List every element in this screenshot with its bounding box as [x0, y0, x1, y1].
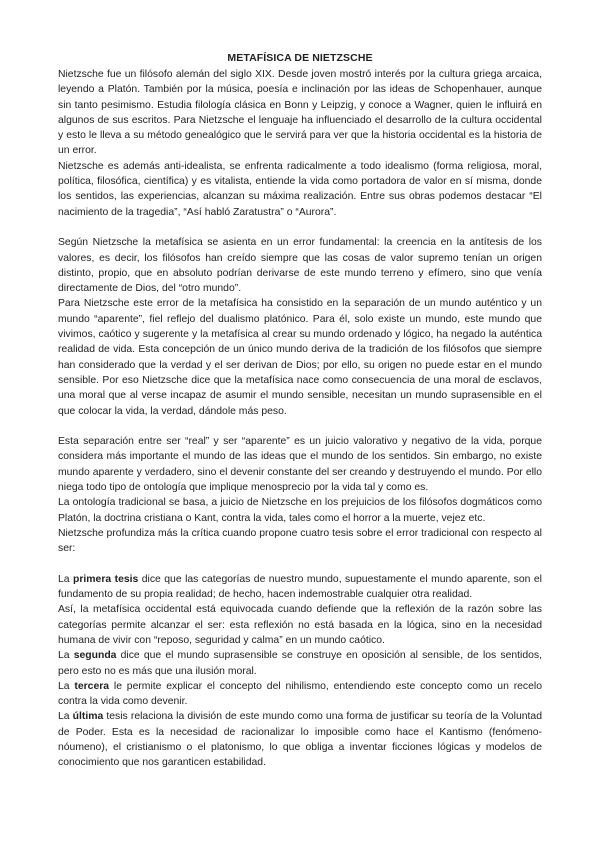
paragraph-thesis-third: La tercera le permite explicar el concepto del nihilismo, entendiendo este concepto como un recelo contra la vida como devenir. [58, 680, 542, 708]
paragraph-intro: Nietzsche fue un filósofo alemán del siglo XIX. Desde joven mostró interés por la cultura griega arcaica, leyendo a Platón. También por la música, poesía e inclinación por las ideas de Schopenhauer, aunque sin tanto pesimismo. Estudia filología clásica en Bonn y Leipzig, y conoce a Wagner, quien le influirá en algunos de sus escritos. Para Nietzsche el lenguaje ha influenciado el desarrollo de la cultura occidental y esto le lleva a su método genealógico que le servirá para ver que la historia occidental es la historia de un error. [58, 69, 542, 157]
paragraph-gap [58, 419, 542, 434]
thesis-third-label: tercera [74, 680, 110, 692]
thesis-first-label: primera tesis [73, 573, 139, 585]
paragraph-two-worlds: Para Nietzsche este error de la metafísica ha consistido en la separación de un mundo auténtico y un mundo “aparente”, fiel reflejo del dualismo platónico. Para él, solo existe un mundo, este mundo que vivimos, caótico y sugerente y la metafísica al crear su mundo ordenado y lógico, ha negado la auténtica realidad de vida. Esta concepción de un único mundo deriva de la tradición de los filósofos que siempre han considerado que la verdad y el ser derivan de Dios; por ello, su origen no puede estar en el mundo sensible. Por eso Nietzsche dice que la metafísica nace como consecuencia de una moral de esclavos, una moral que al verse incapaz de asumir el mundo sensible, necesitan un mundo suprasensible en el que colocar la vida, la verdad, dándole más peso. [58, 298, 542, 417]
thesis-second-label: segunda [73, 650, 117, 662]
paragraph-anti-idealism: Nietzsche es además anti-idealista, se enfrenta radicalmente a todo idealismo (forma religiosa, moral, política, filosófica, científica) y es vitalista, entiende la vida como portadora de valor en sí misma, donde los sentidos, las experiencias, alcanzan su máxima realización. Entre sus obras podemos destacar “El nacimiento de la tragedia”, “Así habló Zaratustra” o “Aurora”. [58, 160, 542, 218]
paragraph-thesis-second: La segunda dice que el mundo suprasensible se construye en oposición al sensible, de los sentidos, pero esto no es más que una ilusión moral. [58, 650, 542, 677]
paragraph-traditional-ontology: La ontología tradicional se basa, a juicio de Nietzsche en los prejuicios de los filósofos dogmáticos como Platón, la doctrina cristiana o Kant, contra la vida, tales como el horror a la muerte, vejez etc. [58, 497, 542, 524]
paragraph-metaphysics-error: Según Nietzsche la metafísica se asienta en un error fundamental: la creencia en la antítesis de los valores, es decir, los filósofos han creído siempre que las cosas de valor supremo tenían un origen distinto, propio, que en absoluto podrían derivarse de este mundo terreno y efímero, sino que venía directamente de Dios, del “otro mundo”. [58, 237, 542, 295]
paragraph-gap [58, 220, 542, 235]
document-title: METAFÍSICA DE NIETZSCHE [227, 52, 373, 64]
paragraph-four-theses-intro: Nietzsche profundiza más la crítica cuando propone cuatro tesis sobre el error tradicional con respecto al ser: [58, 527, 542, 555]
thesis-last-label: última [72, 711, 104, 723]
paragraph-real-vs-apparent: Esta separación entre ser “real” y ser “aparente” es un juicio valorativo y negativo de la vida, porque considera más importante el mundo de las ideas que el mundo de los sentidos. Sin embargo, no existe mundo aparente y verdadero, sino el devenir constante del ser creando y destruyendo el mundo. Por ello niega todo tipo de ontología que implique menosprecio por la vida tal y como es. [58, 436, 542, 494]
paragraph-thesis-last: La última tesis relaciona la división de este mundo como una forma de justificar su teoría de la Voluntad de Poder. Esta es la necesidad de racionalizar lo imposible como hace el Kantismo (fenómeno-nóumeno), el cristianismo o el platonismo, lo que obliga a inventar ficciones lógicas y modelos de conocimiento que nos garanticen estabilidad. [58, 711, 542, 769]
paragraph-gap [58, 557, 542, 572]
paragraph-thesis-first-detail: Así, la metafísica occidental está equivocada cuando defiende que la reflexión de la razón sobre las categorías permite alcanzar el ser: esta reflexión no está basada en la lógica, sino en la necesidad humana de vivir con “reposo, seguridad y calma” en un mundo caótico. [58, 604, 542, 646]
paragraph-thesis-first: La primera tesis dice que las categorías de nuestro mundo, supuestamente el mundo aparente, son el fundamento de su propia realidad; de hecho, hacen indemostrable cualquier otra realidad. [58, 573, 542, 601]
